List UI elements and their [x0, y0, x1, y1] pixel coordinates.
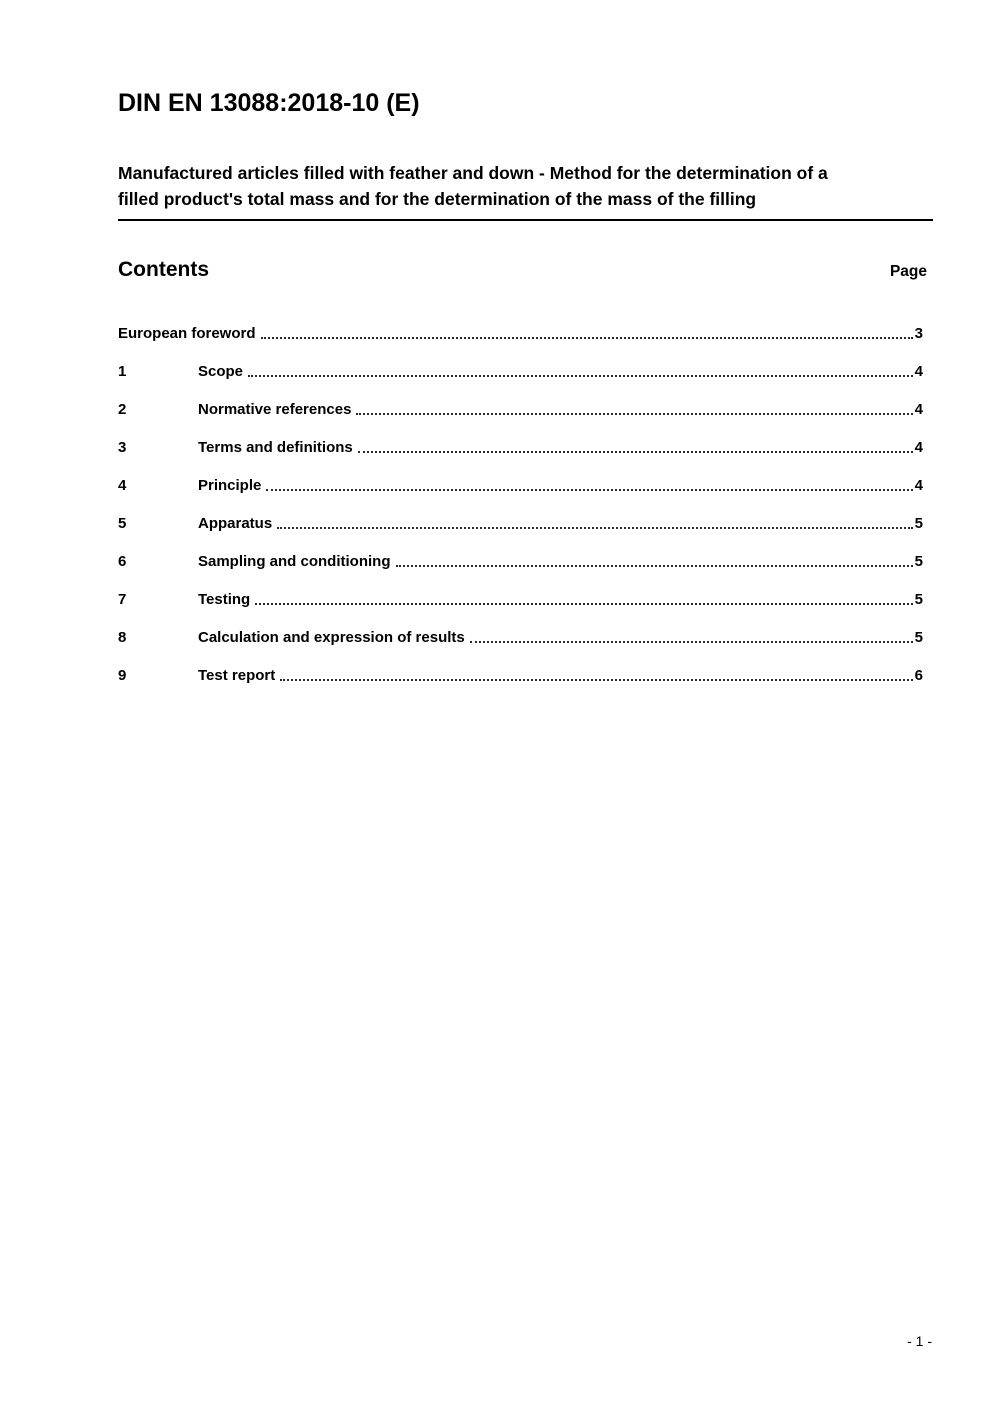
toc-entry-page: 4 [914, 363, 923, 380]
toc-entry-title: Sampling and conditioning [198, 553, 391, 570]
document-subtitle-line-2: filled product's total mass and for the determination of the mass of the filling [118, 189, 757, 209]
toc-entry [118, 439, 923, 456]
contents-heading: Contents [118, 258, 209, 281]
toc-entry-page: 5 [914, 553, 923, 570]
document-subtitle-line-1: Manufactured articles filled with feather and down - Method for the determination of a [118, 163, 828, 183]
toc-entry-title: Principle [198, 477, 262, 494]
toc-entry-title: Test report [198, 667, 276, 684]
toc-dot-leader [470, 641, 913, 643]
toc-entry-page: 4 [914, 477, 923, 494]
toc-list [118, 325, 933, 684]
toc-entry-number: 3 [118, 439, 127, 456]
toc-dot-leader [248, 375, 913, 377]
document-title: DIN EN 13088:2018-10 (E) [118, 89, 420, 117]
toc-entry-title: Testing [198, 591, 251, 608]
toc-entry-number: 7 [118, 591, 127, 608]
toc-entry [118, 363, 923, 380]
toc-entry [118, 325, 923, 342]
page-content [0, 0, 992, 684]
footer-page-number: - 1 - [907, 1333, 932, 1349]
document-subtitle [118, 160, 933, 221]
toc-entry-page: 5 [914, 591, 923, 608]
toc-dot-leader [396, 565, 913, 567]
toc-entry-page: 5 [914, 515, 923, 532]
toc-entry-title: Apparatus [198, 515, 273, 532]
toc-entry-title: Terms and definitions [198, 439, 353, 456]
toc-entry [118, 553, 923, 570]
toc-entry-title: European foreword [118, 325, 256, 342]
toc-entry-page: 6 [914, 667, 923, 684]
toc-entry-number: 5 [118, 515, 127, 532]
contents-header [118, 258, 933, 282]
toc-dot-leader [261, 337, 913, 339]
toc-entry-number: 4 [118, 477, 127, 494]
toc-entry [118, 401, 923, 418]
toc-dot-leader [255, 603, 912, 605]
toc-entry-page: 4 [914, 439, 923, 456]
toc-entry-title: Normative references [198, 401, 352, 418]
toc-entry-number: 8 [118, 629, 127, 646]
toc-entry-page: 4 [914, 401, 923, 418]
toc-entry [118, 667, 923, 684]
toc-entry-title: Scope [198, 363, 244, 380]
toc-entry [118, 477, 923, 494]
toc-entry-number: 9 [118, 667, 127, 684]
toc-dot-leader [266, 489, 912, 491]
toc-entry [118, 591, 923, 608]
toc-entry [118, 629, 923, 646]
toc-entry-number: 1 [118, 363, 127, 380]
toc-entry-number: 6 [118, 553, 127, 570]
toc-entry-page: 3 [914, 325, 923, 342]
toc-entry-title: Calculation and expression of results [198, 629, 465, 646]
toc-entry-number: 2 [118, 401, 127, 418]
toc-dot-leader [277, 527, 912, 529]
toc-entry-page: 5 [914, 629, 923, 646]
toc-dot-leader [356, 413, 912, 415]
page-column-label: Page [889, 263, 927, 280]
toc-dot-leader [358, 451, 913, 453]
toc-dot-leader [280, 679, 912, 681]
toc-entry [118, 515, 923, 532]
